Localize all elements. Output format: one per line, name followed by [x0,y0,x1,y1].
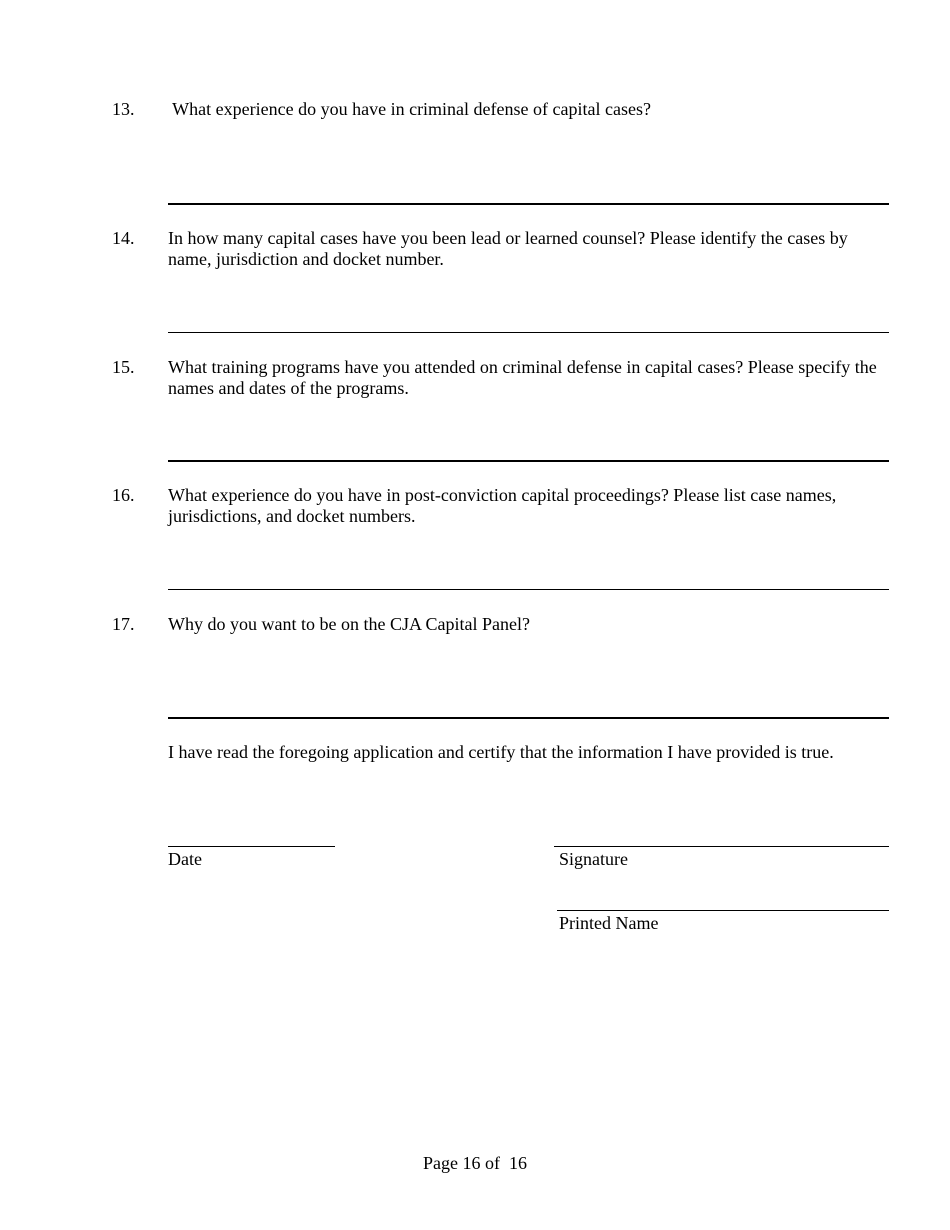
question-number: 14. [112,228,135,248]
question-text: In how many capital cases have you been lead or learned counsel? Please identify the cases by name, jurisdiction and docket number. [168,228,848,269]
answer-line-16[interactable] [168,589,889,590]
printed-name-label: Printed Name [559,913,659,933]
date-line[interactable] [168,846,335,847]
printed-name-line[interactable] [557,910,889,911]
question-text: What experience do you have in criminal defense of capital cases? [168,99,651,119]
signature-line[interactable] [554,846,889,847]
signature-label: Signature [559,849,628,869]
page-number: Page 16 of 16 [423,1153,527,1173]
answer-line-17[interactable] [168,717,889,719]
question-number: 17. [112,614,135,634]
question-text: What training programs have you attended on criminal defense in capital cases? Please specify the names and dates of the programs. [168,357,877,398]
question-number: 16. [112,485,135,505]
certification-statement: I have read the foregoing application and certify that the information I have provided is true. [168,742,834,762]
question-text: Why do you want to be on the CJA Capital Panel? [168,614,530,634]
answer-line-14[interactable] [168,332,889,333]
date-label: Date [168,849,202,869]
question-number: 15. [112,357,135,377]
question-text: What experience do you have in post-conviction capital proceedings? Please list case names, jurisdictions, and docket numbers. [168,485,837,526]
question-number: 13. [112,99,135,119]
answer-line-15[interactable] [168,460,889,462]
answer-line-13[interactable] [168,203,889,205]
